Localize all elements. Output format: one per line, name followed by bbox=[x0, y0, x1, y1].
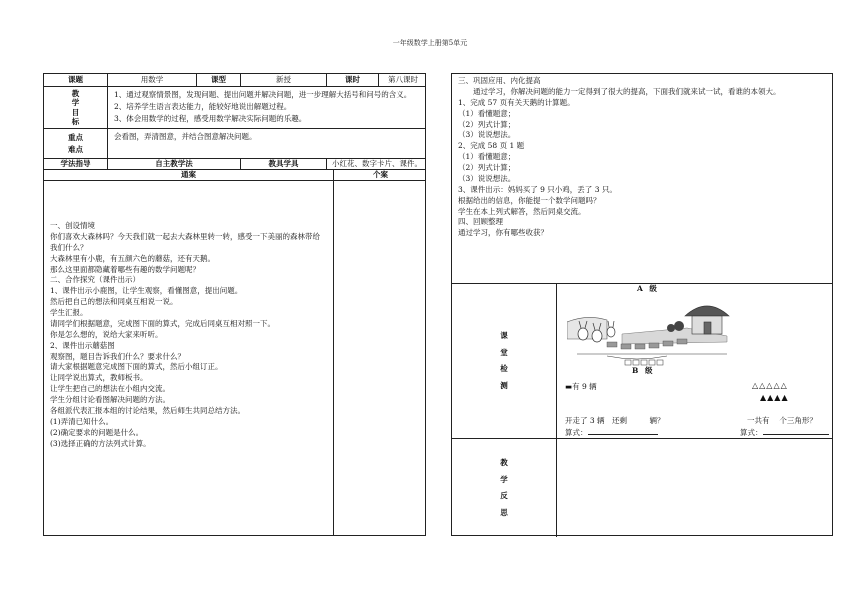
type-label: 课型 bbox=[197, 74, 241, 86]
practice-line: 根据给出的信息，你能提一个数学问题吗？ bbox=[458, 195, 601, 205]
method-row bbox=[44, 159, 425, 170]
level-b-label: B 级 bbox=[632, 366, 655, 375]
goals-label-char: 目 bbox=[71, 107, 80, 117]
plan-line: 大森林里有小鹿，有五颜六色的蘑菇，还有天鹅。 bbox=[50, 253, 215, 263]
plan-label: 通案 bbox=[44, 170, 334, 180]
practice-line: （2）列式计算； bbox=[458, 163, 516, 172]
goal-item: 2、培养学生语言表达能力，能较好地说出解题过程。 bbox=[114, 102, 292, 112]
answer-line-cars bbox=[565, 428, 658, 439]
forest-scene-illustration bbox=[567, 294, 737, 366]
practice-line: 学生在本上列式解答，然后同桌交流。 bbox=[458, 206, 586, 216]
check-content bbox=[557, 284, 832, 438]
reflect-label-char: 学 bbox=[500, 474, 508, 484]
topic-label: 课题 bbox=[44, 74, 108, 86]
check-label-char: 测 bbox=[500, 380, 508, 390]
practice-line: （3）说说想法。 bbox=[458, 130, 516, 140]
check-label-char: 检 bbox=[500, 364, 508, 373]
personal-label: 个案 bbox=[373, 169, 388, 179]
answer-line-triangles bbox=[740, 428, 829, 439]
period-label: 课时 bbox=[327, 74, 379, 86]
header-row bbox=[44, 74, 425, 87]
practice-section bbox=[452, 74, 832, 284]
key-label bbox=[44, 129, 108, 158]
plan-line: 请大家根据题意完成图下面的算式，然后小组订正。 bbox=[50, 362, 223, 372]
goals-row bbox=[44, 87, 425, 129]
plan-line: 你是怎么想的，说给大家来听听。 bbox=[50, 329, 163, 339]
plan-line: 各组派代表汇报本组的讨论结果，然后师生共同总结方法。 bbox=[50, 405, 245, 415]
plan-line: 二、合作探究（课件出示） bbox=[50, 275, 140, 285]
method-value: 自主教学法 bbox=[108, 159, 241, 169]
answer-label: 算式： bbox=[740, 428, 763, 437]
answer-label: 算式： bbox=[565, 428, 588, 437]
car-icon: ▬ bbox=[565, 382, 573, 391]
key-row bbox=[44, 129, 425, 159]
plan-line: 2、课件出示蘑菇图 bbox=[50, 340, 115, 350]
class-check-section bbox=[452, 284, 832, 439]
practice-line: 3、课件出示：妈妈买了 9 只小鸡，丢了 3 只。 bbox=[458, 184, 617, 194]
method-label: 学法指导 bbox=[44, 159, 108, 169]
question-triangles: 一共有 个三角形？ bbox=[747, 416, 817, 425]
topic-value: 用数学 bbox=[108, 74, 197, 86]
practice-line: 2、完成 58 页 1 题 bbox=[458, 141, 525, 151]
key-label-line: 难点 bbox=[68, 144, 83, 154]
check-label bbox=[452, 284, 557, 438]
reflect-label-char: 反 bbox=[500, 491, 508, 500]
check-label-char: 课 bbox=[500, 331, 508, 340]
level-a-label: A 级 bbox=[637, 284, 659, 293]
answer-boxes-icon bbox=[625, 360, 663, 365]
plan-line: 1、课件出示小鹿图，让学生观察，看懂图意，提出问题。 bbox=[50, 286, 243, 296]
page-header: 一年级数学上册第5单元 bbox=[392, 39, 468, 47]
practice-line: 四、回顾整理 bbox=[458, 217, 503, 227]
answer-blank[interactable] bbox=[588, 434, 658, 435]
plan-line: 让学生把自己的想法在小组内交流。 bbox=[50, 384, 170, 394]
plan-body-row bbox=[44, 181, 425, 535]
plan-line: 那么这里面都隐藏着哪些有趣的数学问题呢？ bbox=[50, 264, 200, 274]
question-cars: 开走了 3 辆 还剩 辆？ bbox=[565, 416, 665, 425]
answer-blank[interactable] bbox=[763, 434, 829, 435]
practice-line: （3）说说想法。 bbox=[458, 173, 516, 183]
plan-line: 你们喜欢大森林吗？今天我们就一起去大森林里转一转，感受一下美丽的森林带给我们什么？ bbox=[50, 231, 320, 252]
solid-triangles: ▲▲▲▲ bbox=[760, 393, 789, 402]
plan-line: 让同学说出算式，教师板书。 bbox=[50, 373, 148, 383]
type-value: 新授 bbox=[241, 74, 327, 86]
practice-table bbox=[451, 73, 833, 536]
goals-label-char: 学 bbox=[71, 98, 80, 108]
check-label-char: 堂 bbox=[500, 347, 508, 357]
practice-line: 通过学习，你解决问题的能力一定得到了很大的提高，下面我们就来试一试，看谁的本领大。 bbox=[458, 86, 781, 96]
reflect-label-char: 思 bbox=[500, 507, 508, 517]
cars-text: 有 9 辆 bbox=[572, 382, 597, 391]
plan-body bbox=[44, 181, 334, 535]
goals-label-char: 教 bbox=[71, 88, 80, 98]
plan-line: 然后把自己的想法和同桌互相说一说。 bbox=[50, 297, 178, 307]
practice-line: 通过学习，你有哪些收获？ bbox=[458, 228, 548, 238]
tools-value: 小红花、数字卡片、课件。 bbox=[332, 158, 422, 168]
goals-list bbox=[108, 87, 425, 128]
goals-label bbox=[44, 87, 108, 128]
cars-info bbox=[565, 382, 597, 393]
tools-label: 教具学具 bbox=[241, 159, 327, 169]
lesson-plan-table bbox=[43, 73, 426, 536]
key-value: 会看图，弄清图意，并结合图意解决问题。 bbox=[114, 132, 257, 141]
practice-line: 三、巩固应用、内化提高 bbox=[458, 76, 541, 85]
plan-line: (2)确定要求的问题是什么。 bbox=[50, 427, 144, 437]
outline-triangles: △△△△△ bbox=[752, 381, 788, 390]
plan-header-row bbox=[44, 170, 425, 181]
plan-line: 一、创设情境 bbox=[50, 221, 95, 230]
reflect-label bbox=[452, 439, 557, 537]
plan-line: (1)弄清已知什么。 bbox=[50, 416, 114, 426]
practice-line: （1）看懂题意； bbox=[458, 152, 516, 162]
reflect-label-char: 教 bbox=[500, 458, 508, 467]
practice-line: （1）看懂题意； bbox=[458, 108, 516, 118]
key-label-line: 重点 bbox=[68, 132, 83, 142]
goal-item: 3、体会用数学的过程，感受用数学解决实际问题的乐趣。 bbox=[114, 114, 307, 124]
goal-item: 1、通过观察情景图，发现问题、提出问题并解决问题，进一步理解大括号和问号的含义。 bbox=[114, 89, 412, 99]
practice-line: 1、完成 57 页有关天鹅的计算题。 bbox=[458, 97, 575, 107]
practice-line: （2）列式计算； bbox=[458, 119, 516, 129]
plan-line: 请同学们根据题意，完成图下面的算式，完成后同桌互相对照一下。 bbox=[50, 318, 275, 328]
plan-line: (3)选择正确的方法列式计算。 bbox=[50, 438, 151, 448]
plan-line: 学生汇报。 bbox=[50, 308, 88, 317]
reflection-section bbox=[452, 439, 832, 537]
plan-line: 观察图，题目告诉我们什么？要求什么？ bbox=[50, 351, 185, 361]
period-value: 第八课时 bbox=[388, 74, 418, 84]
plan-line: 学生分组讨论看图解决问题的方法。 bbox=[50, 395, 170, 404]
goals-label-char: 标 bbox=[71, 116, 80, 126]
